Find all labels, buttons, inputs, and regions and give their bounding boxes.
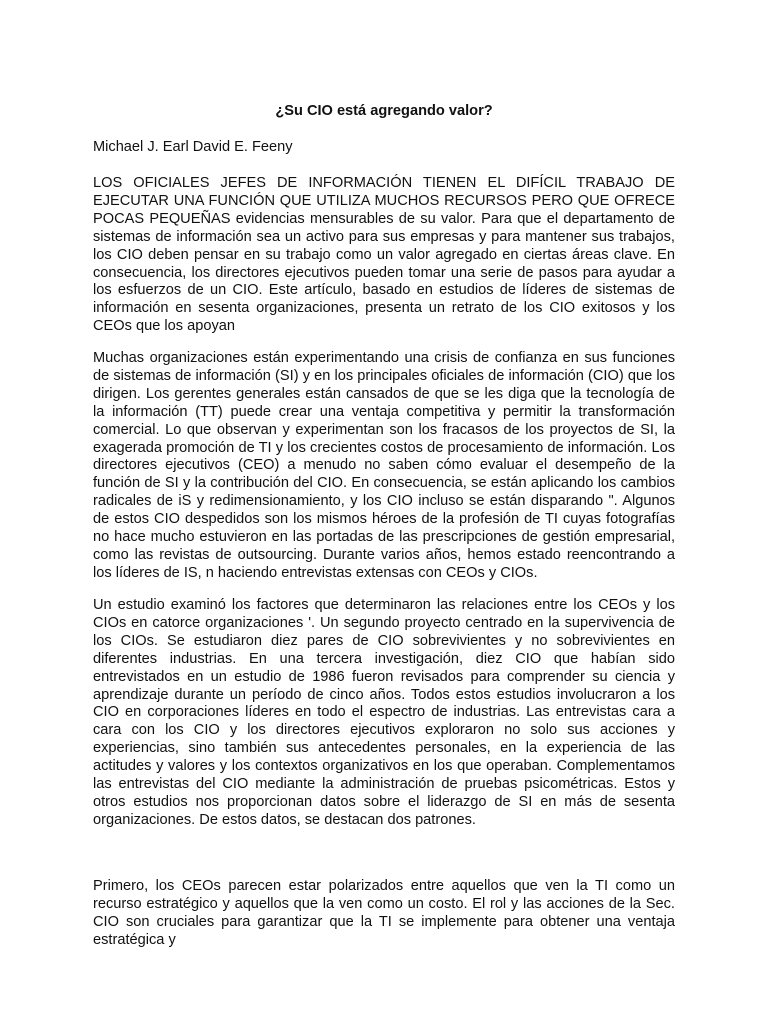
paragraph-2: Muchas organizaciones están experimentando una crisis de confianza en sus funciones de sistemas de información (SI) y en los principales oficiales de información (CIO) que los dirigen. Los gerentes generales están cansados de que se les diga que la tecnología de la información (TT) puede crear una ventaja competitiva y permitir la transformación comercial. Lo que observan y experimentan son los fracasos de los proyectos de SI, la exagerada promoción de TI y los crecientes costos de procesamiento de información. Los directores ejecutivos (CEO) a menudo no saben cómo evaluar el desempeño de la función de SI y la contribución del CIO. En consecuencia, se están aplicando los cambios radicales de iS y redimensionamiento, y los CIO incluso se están disparando ". Algunos de estos CIO despedidos son los mismos héroes de la profesión de TI cuyas fotografías no hace mucho estuvieron en las portadas de las prescripciones de gestión empresarial, como las revistas de outsourcing. Durante varios años, hemos estado reencontrando a los líderes de IS, n haciendo entrevistas extensas con CEOs y CIOs. (93, 350, 675, 581)
document-authors: Michael J. Earl David E. Feeny (93, 139, 293, 155)
document-title: ¿Su CIO está agregando valor? (275, 103, 493, 119)
paragraph-4: Primero, los CEOs parecen estar polarizados entre aquellos que ven la TI como un recurso estratégico y aquellos que la ven como un costo. El rol y las acciones de la Sec. CIO son cruciales para garantizar que la TI se implemente para obtener una ventaja estratégica y (93, 878, 675, 948)
paragraph-1: LOS OFICIALES JEFES DE INFORMACIÓN TIENEN EL DIFÍCIL TRABAJO DE EJECUTAR UNA FUNCIÓN QUE UTILIZA MUCHOS RECURSOS PERO QUE OFRECE POCAS PEQUEÑAS evidencias mensurables de su valor. Para que el departamento de sistemas de información sea un activo para sus empresas y para mantener sus trabajos, los CIO deben pensar en su trabajo como un valor agregado en ciertas áreas clave. En consecuencia, los directores ejecutivos pueden tomar una serie de pasos para ayudar a los esfuerzos de un CIO. Este artículo, basado en estudios de líderes de sistemas de información en sesenta organizaciones, presenta un retrato de los CIO exitosos y los CEOs que los apoyan (93, 175, 675, 335)
paragraph-3: Un estudio examinó los factores que determinaron las relaciones entre los CEOs y los CIOs en catorce organizaciones '. Un segundo proyecto centrado en la supervivencia de los CIOs. Se estudiaron diez pares de CIO sobrevivientes y no sobrevivientes en diferentes industrias. En una tercera investigación, diez CIO que habían sido entrevistados en un estudio de 1986 fueron revisados para comprender su ciencia y aprendizaje durante un período de cinco años. Todos estos estudios involucraron a los CIO en corporaciones líderes en todo el espectro de industrias. Las entrevistas cara a cara con los CIO y los directores ejecutivos exploraron no solo sus acciones y experiencias, sino también sus antecedentes personales, en la experiencia de las actitudes y valores y los contextos organizativos en los que operaban. Complementamos las entrevistas del CIO mediante la administración de pruebas psicométricas. Estos y otros estudios nos proporcionan datos sobre el liderazgo de SI en más de sesenta organizaciones. De estos datos, se destacan dos patrones. (93, 597, 675, 828)
